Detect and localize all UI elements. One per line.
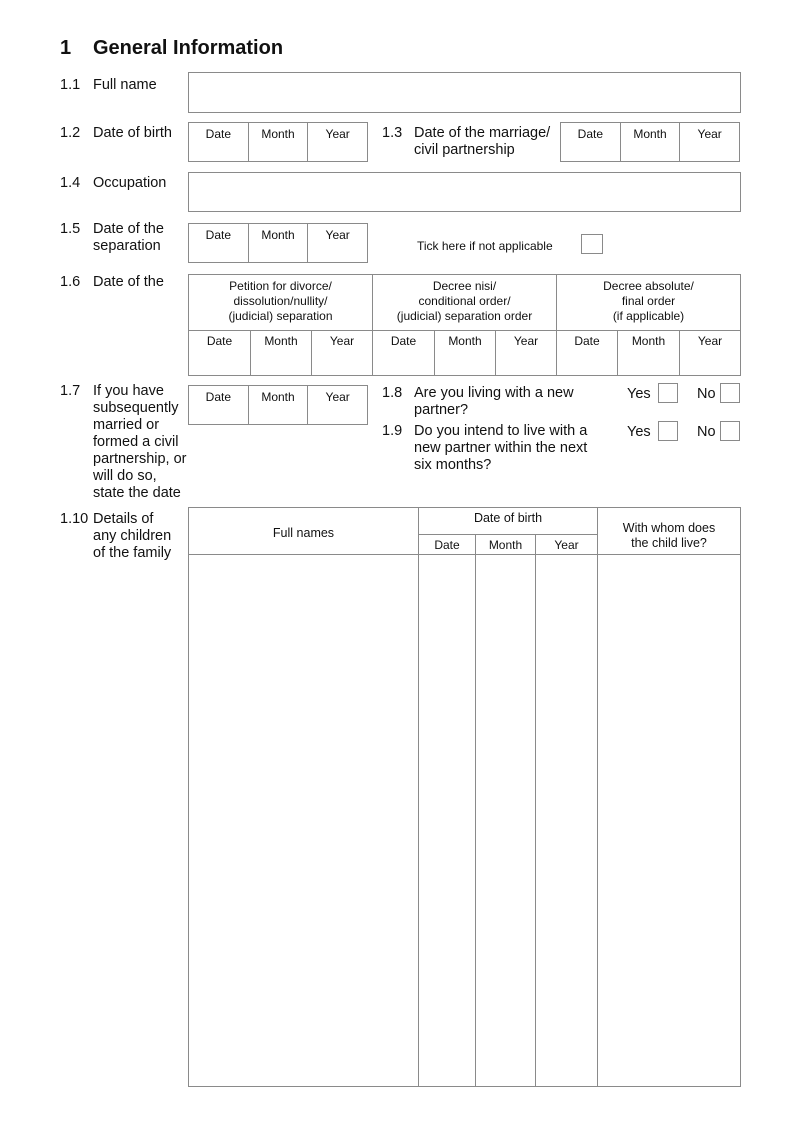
q1-8-yes-label: Yes bbox=[627, 386, 651, 402]
q1-10-line: Details of bbox=[93, 511, 154, 527]
children-dob-month-area[interactable] bbox=[476, 555, 535, 1086]
dob-subheader-divider bbox=[419, 534, 597, 535]
q1-10-line: of the family bbox=[93, 545, 172, 561]
children-names-area[interactable] bbox=[189, 555, 418, 1086]
q1-6-number: 1.6 bbox=[60, 274, 81, 290]
q1-7-line: If you have bbox=[93, 383, 164, 399]
q1-3-number: 1.3 bbox=[382, 125, 403, 141]
children-lives-with-area[interactable] bbox=[598, 555, 740, 1086]
q1-2-label: Date of birth bbox=[93, 125, 172, 141]
q1-6-label: Date of the bbox=[93, 274, 164, 290]
marriage-date-field[interactable] bbox=[560, 122, 740, 162]
q1-9-yes-checkbox[interactable] bbox=[658, 421, 678, 441]
q1-1-number: 1.1 bbox=[60, 77, 81, 93]
section-number: 1 bbox=[60, 37, 72, 59]
decree-nisi-header-line1: Decree nisi/ bbox=[432, 279, 497, 293]
q1-8-no-checkbox[interactable] bbox=[720, 383, 740, 403]
q1-3-label-line1: Date of the marriage/ bbox=[414, 125, 551, 141]
q1-9-line2: new partner within the next bbox=[414, 440, 588, 456]
petition-header-line1: Petition for divorce/ bbox=[229, 279, 332, 293]
remarriage-year-cell[interactable]: Year bbox=[325, 390, 350, 404]
dob-month-cell[interactable]: Month bbox=[249, 123, 309, 161]
decree-absolute-month-cell[interactable]: Month bbox=[631, 334, 666, 348]
date-of-birth-header: Date of birth bbox=[473, 511, 543, 525]
q1-8-line2: partner? bbox=[414, 402, 469, 418]
decree-absolute-header-line3: (if applicable) bbox=[612, 309, 685, 323]
q1-9-line1: Do you intend to live with a bbox=[414, 423, 588, 439]
q1-10-number: 1.10 bbox=[60, 511, 89, 527]
remarriage-date-field[interactable] bbox=[188, 385, 368, 425]
with-whom-header bbox=[598, 521, 740, 551]
q1-8-yes-checkbox[interactable] bbox=[658, 383, 678, 403]
full-names-header: Full names bbox=[272, 526, 335, 540]
decree-absolute-header bbox=[557, 279, 740, 324]
decree-nisi-header-line3: (judicial) separation order bbox=[396, 309, 533, 323]
child-dob-year-header: Year bbox=[554, 538, 579, 552]
q1-7-line: married or bbox=[93, 417, 160, 433]
remarriage-date-cell[interactable]: Date bbox=[189, 386, 249, 424]
q1-9-no-checkbox[interactable] bbox=[720, 421, 740, 441]
q1-7-line: subsequently bbox=[93, 400, 179, 416]
decree-nisi-month-cell[interactable]: Month bbox=[448, 334, 482, 348]
petition-header-line2: dissolution/nullity/ bbox=[233, 294, 328, 308]
decree-nisi-header bbox=[373, 279, 556, 324]
separation-year-cell[interactable]: Year bbox=[325, 228, 350, 242]
decree-nisi-date-cell[interactable]: Date bbox=[390, 334, 417, 348]
dates-table-divider bbox=[189, 330, 740, 331]
q1-4-number: 1.4 bbox=[60, 175, 81, 191]
marriage-month-cell[interactable]: Month bbox=[621, 123, 681, 161]
decree-nisi-year-cell[interactable]: Year bbox=[513, 334, 539, 348]
child-dob-month-header: Month bbox=[488, 538, 523, 552]
q1-7-line: state the date bbox=[93, 485, 181, 501]
with-whom-header-line2: the child live? bbox=[631, 536, 707, 550]
q1-7-line: will do so, bbox=[93, 468, 157, 484]
q1-8-number: 1.8 bbox=[382, 385, 403, 401]
q1-9-yes-label: Yes bbox=[627, 424, 651, 440]
q1-9-no-label: No bbox=[697, 424, 716, 440]
children-dob-year-area[interactable] bbox=[536, 555, 597, 1086]
page-title: General Information bbox=[93, 37, 284, 59]
date-of-birth-field[interactable] bbox=[188, 122, 368, 162]
decree-absolute-year-cell[interactable]: Year bbox=[697, 334, 723, 348]
separation-month-cell[interactable]: Month bbox=[249, 224, 309, 262]
q1-5-number: 1.5 bbox=[60, 221, 81, 237]
q1-9-number: 1.9 bbox=[382, 423, 403, 439]
not-applicable-checkbox[interactable] bbox=[581, 234, 603, 254]
petition-year-cell[interactable]: Year bbox=[329, 334, 355, 348]
children-dob-date-area[interactable] bbox=[419, 555, 475, 1086]
q1-7-line: formed a civil bbox=[93, 434, 179, 450]
q1-7-number: 1.7 bbox=[60, 383, 81, 399]
dob-date-cell[interactable]: Date bbox=[189, 123, 249, 161]
q1-1-label: Full name bbox=[93, 77, 157, 93]
q1-8-line1: Are you living with a new bbox=[414, 385, 574, 401]
child-dob-date-header: Date bbox=[434, 538, 460, 552]
q1-5-label-line1: Date of the bbox=[93, 221, 164, 237]
q1-2-number: 1.2 bbox=[60, 125, 81, 141]
dob-year-cell[interactable]: Year bbox=[325, 127, 350, 141]
decree-absolute-date-cell[interactable]: Date bbox=[574, 334, 600, 348]
with-whom-header-line1: With whom does bbox=[622, 521, 716, 535]
q1-7-line: partnership, or bbox=[93, 451, 187, 467]
q1-3-label-line2: civil partnership bbox=[414, 142, 515, 158]
separation-date-field[interactable] bbox=[188, 223, 368, 263]
q1-7-label bbox=[93, 383, 187, 502]
decree-absolute-header-line2: final order bbox=[621, 294, 676, 308]
q1-5-label-line2: separation bbox=[93, 238, 161, 254]
q1-8-no-label: No bbox=[697, 386, 716, 402]
separation-date-cell[interactable]: Date bbox=[189, 224, 249, 262]
petition-header bbox=[189, 279, 372, 324]
petition-date-cell[interactable]: Date bbox=[206, 334, 233, 348]
petition-month-cell[interactable]: Month bbox=[264, 334, 298, 348]
marriage-date-cell[interactable]: Date bbox=[561, 123, 621, 161]
decree-absolute-header-line1: Decree absolute/ bbox=[603, 279, 694, 293]
not-applicable-text: Tick here if not applicable bbox=[417, 239, 553, 253]
q1-10-line: any children bbox=[93, 528, 172, 544]
petition-header-line3: (judicial) separation bbox=[228, 309, 333, 323]
occupation-field[interactable] bbox=[188, 172, 741, 212]
q1-10-label bbox=[93, 511, 171, 562]
q1-9-line3: six months? bbox=[414, 457, 492, 473]
q1-4-label: Occupation bbox=[93, 175, 167, 191]
decree-nisi-header-line2: conditional order/ bbox=[418, 294, 511, 308]
marriage-year-cell[interactable]: Year bbox=[697, 127, 722, 141]
remarriage-month-cell[interactable]: Month bbox=[249, 386, 309, 424]
full-name-field[interactable] bbox=[188, 72, 741, 113]
